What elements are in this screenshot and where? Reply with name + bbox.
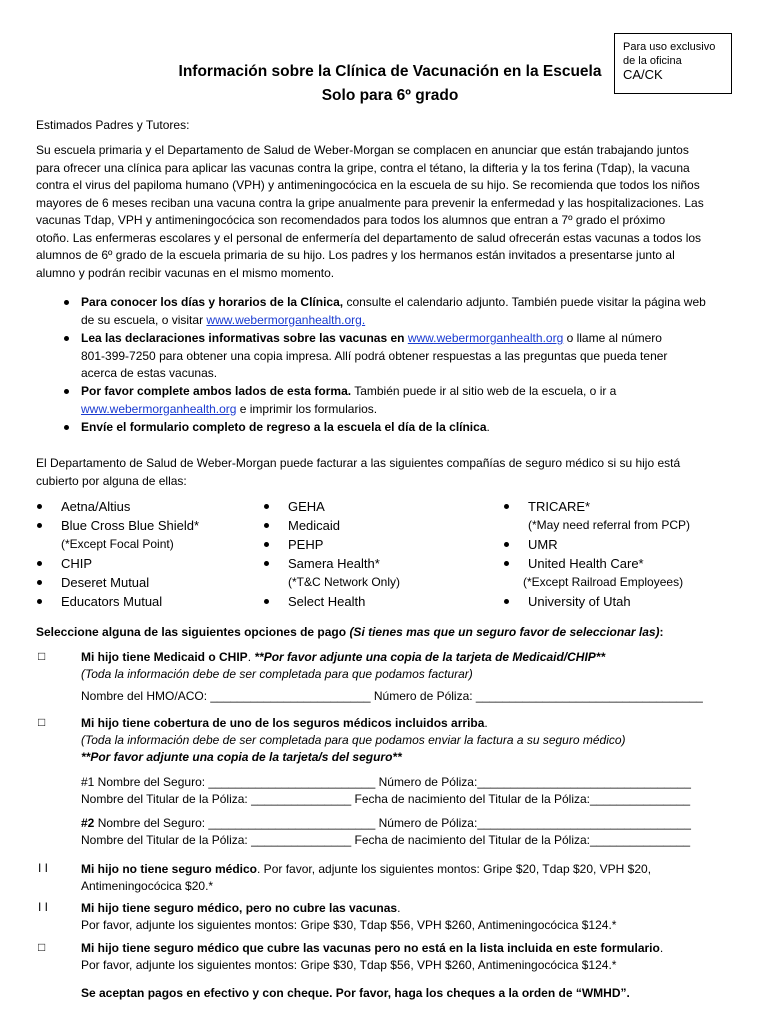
page-title: Información sobre la Clínica de Vacunación en la Escuela	[178, 63, 602, 80]
office-use-label-2: de la oficina	[623, 55, 682, 67]
insurance-intro	[36, 455, 680, 490]
option-unlisted-insurance-line2: Por favor, adjunte los siguientes montos: Gripe $30, Tdap $56, VPH $260, Antimeningocócica $124.*	[81, 958, 617, 972]
bullet-3-line2: e imprimir los formularios.	[236, 401, 378, 416]
bullet-dot	[37, 504, 42, 509]
greeting: Estimados Padres y Tutores:	[36, 118, 190, 132]
intro-line: contra el virus del papiloma humano (VPH) y antimeningocócica en la escuela de su hijo. Se recomienda que todos los niños	[36, 178, 700, 192]
insurance-2-holder-dob-field[interactable]: Fecha de nacimiento del Titular de la Póliza:_______________	[351, 833, 691, 847]
bullet-dot	[37, 523, 42, 528]
insurance-intro-line: cubierto por alguna de ellas:	[36, 473, 187, 488]
bullet-dot	[37, 599, 42, 604]
insurance-item: GEHA	[288, 499, 325, 514]
option-no-insurance	[81, 861, 741, 895]
insurance-1-holder-field[interactable]: Nombre del Titular de la Póliza: _______________	[81, 792, 352, 806]
option-no-insurance-line2: Antimeningocócica $20.*	[81, 879, 214, 893]
option-insurance-listed	[81, 715, 741, 849]
intro-line: para ofrecer una clínica para aplicar las vacunas contra la gripe, contra el tétano, la difteria y la tos ferina (Tdap), la vacuna	[36, 160, 690, 175]
option-insurance-listed-period: .	[484, 716, 488, 730]
medicaid-policy-field[interactable]: Número de Póliza: __________________________________	[370, 689, 703, 703]
bullet-dot	[37, 561, 42, 566]
insurance-2-policy-field[interactable]: Número de Póliza:________________________________	[375, 816, 691, 830]
option-medicaid-instruction: **Por favor adjunte una copia de la tarjeta de Medicaid/CHIP**	[254, 650, 606, 664]
option-medicaid-note: (Toda la información debe de ser completada para que podamos facturar)	[81, 667, 473, 681]
option-not-covered-line2: Por favor, adjunte los siguientes montos: Gripe $30, Tdap $56, VPH $260, Antimeningocócica $124.*	[81, 918, 617, 932]
insurance-2-number: #2	[81, 816, 95, 830]
bullet-1	[81, 294, 706, 329]
option-not-covered-title: Mi hijo tiene seguro médico, pero no cubre las vacunas	[81, 901, 398, 915]
bullet-dot	[64, 300, 69, 305]
insurance-item: Samera Health*	[288, 556, 380, 571]
intro-line: alumnos de 6º grado de la escuela primaria de su hijo. Los padres y los hermanos están invitados a presentarse junto al	[36, 248, 675, 262]
insurance-1-policy-field[interactable]: Número de Póliza:________________________________	[375, 775, 691, 789]
insurance-item: Aetna/Altius	[61, 499, 131, 514]
bullet-dot	[504, 504, 509, 509]
bullet-2-bold: Lea las declaraciones informativas sobre las vacunas en	[81, 331, 408, 345]
bullet-dot	[264, 542, 269, 547]
bullet-2-line2: 801-399-7250 para obtener una copia impresa. Allí podrá obtener respuestas a las preguntas que pueda tener	[81, 348, 668, 363]
option-not-covered-period: .	[397, 901, 401, 915]
option-insurance-listed-instruction: **Por favor adjunte una copia de la tarjeta/s del seguro**	[81, 750, 402, 764]
insurance-note: (*T&C Network Only)	[288, 575, 401, 589]
page-subtitle: Solo para 6º grado	[321, 87, 459, 104]
bullet-dot	[504, 561, 509, 566]
payment-heading-colon: :	[659, 625, 664, 639]
not-covered-checkbox[interactable]: I I	[38, 900, 49, 914]
bullet-3	[81, 383, 616, 418]
insurance-2-name-field[interactable]: Nombre del Seguro: _________________________	[94, 816, 376, 830]
option-no-insurance-text: . Por favor, adjunte los siguientes montos: Gripe $20, Tdap $20, VPH $20,	[257, 862, 652, 876]
insurance-listed-checkbox[interactable]: □	[38, 715, 46, 729]
payment-heading	[36, 624, 664, 641]
website-link[interactable]: www.webermorganhealth.org	[407, 331, 564, 345]
option-medicaid-period: .	[247, 650, 255, 664]
bullet-dot	[264, 504, 269, 509]
option-insurance-listed-note: (Toda la información debe de ser completada para que podamos enviar la factura a su seguro médico)	[81, 733, 626, 747]
bullet-2	[81, 330, 667, 383]
intro-line: Su escuela primaria y el Departamento de Salud de Weber-Morgan se complacen en anunciar que están trabajando juntos	[36, 143, 689, 157]
intro-paragraph	[36, 142, 704, 282]
insurance-item: UMR	[528, 537, 558, 552]
insurance-item: Select Health	[288, 594, 366, 609]
insurance-1-holder-dob-field[interactable]: Fecha de nacimiento del Titular de la Póliza:_______________	[351, 792, 691, 806]
bullet-dot	[504, 599, 509, 604]
bullet-4-text: .	[486, 420, 490, 434]
bullet-dot	[37, 580, 42, 585]
option-medicaid	[81, 649, 741, 705]
bullet-2-line3: acerca de estas vacunas.	[81, 366, 218, 380]
bullet-dot	[264, 599, 269, 604]
insurance-item: University of Utah	[528, 594, 631, 609]
bullet-3-text: También puede ir al sitio web de la escuela, o ir a	[351, 384, 617, 398]
bullet-2-text: o llame al número	[563, 331, 662, 345]
option-unlisted-insurance-period: .	[659, 941, 664, 955]
bullet-dot	[64, 425, 69, 430]
hmo-name-field[interactable]: Nombre del HMO/ACO: ________________________	[81, 689, 371, 703]
bullet-dot	[64, 336, 69, 341]
insurance-item: CHIP	[61, 556, 93, 571]
option-insurance-listed-title: Mi hijo tiene cobertura de uno de los seguros médicos incluidos arriba	[81, 716, 485, 730]
option-unlisted-insurance-title: Mi hijo tiene seguro médico que cubre las vacunas pero no está en la lista incluida en este formulario	[81, 941, 660, 955]
insurance-item: Deseret Mutual	[61, 575, 150, 590]
bullet-dot	[504, 542, 509, 547]
insurance-note: (*Except Railroad Employees)	[523, 575, 684, 589]
website-link[interactable]: www.webermorganhealth.org	[81, 401, 237, 416]
option-medicaid-title: Mi hijo tiene Medicaid o CHIP	[81, 650, 248, 664]
payment-footer	[81, 985, 630, 1002]
intro-line: mayores de 6 meses reciban una vacuna contra la gripe anualmente para prevenir la enfermedad y las hospitalizaciones. Las	[36, 195, 704, 210]
bullet-4	[81, 419, 490, 437]
insurance-note: (*Except Focal Point)	[61, 537, 174, 551]
office-code: CA/CK	[623, 67, 663, 82]
bullet-dot	[264, 561, 269, 566]
intro-line: alumno y podrán recibir vacunas en el mismo momento.	[36, 265, 335, 280]
insurance-1-name-field[interactable]: #1 Nombre del Seguro: _________________________	[81, 775, 376, 789]
option-unlisted-insurance	[81, 940, 761, 974]
insurance-item: United Health Care*	[528, 556, 644, 571]
bullet-4-bold: Envíe el formulario completo de regreso a la escuela el día de la clínica	[81, 420, 487, 434]
option-not-covered	[81, 900, 741, 934]
bullet-1-text: consulte el calendario adjunto. También puede visitar la página web	[343, 295, 706, 309]
insurance-item: Educators Mutual	[61, 594, 163, 609]
no-insurance-checkbox[interactable]: I I	[38, 861, 49, 875]
bullet-dot	[64, 389, 69, 394]
payment-heading-note: (Si tienes mas que un seguro favor de seleccionar las)	[349, 625, 660, 639]
bullet-dot	[264, 523, 269, 528]
bullet-3-bold: Por favor complete ambos lados de esta forma.	[81, 384, 352, 398]
insurance-note: (*May need referral from PCP)	[528, 518, 691, 532]
unlisted-insurance-checkbox[interactable]: □	[38, 940, 46, 954]
insurance-item: Medicaid	[288, 518, 341, 533]
website-link[interactable]: www.webermorganhealth.org.	[206, 312, 366, 327]
insurance-item: Blue Cross Blue Shield*	[61, 518, 200, 533]
insurance-item: TRICARE*	[528, 499, 591, 514]
insurance-item: PEHP	[288, 537, 324, 552]
payment-footer-text: Se aceptan pagos en efectivo y con cheque. Por favor, haga los cheques a la orden de “WMHD”.	[81, 986, 630, 1000]
intro-line: vacunas Tdap, VPH y antimeningocócica son recomendados para todos los alumnos que entran a 7º grado el próximo	[36, 213, 666, 227]
payment-heading-text: Seleccione alguna de las siguientes opciones de pago	[36, 625, 350, 639]
bullet-1-line2: de su escuela, o visitar	[81, 312, 207, 327]
bullet-1-bold: Para conocer los días y horarios de la Clínica,	[81, 295, 344, 309]
insurance-intro-line: El Departamento de Salud de Weber-Morgan puede facturar a las siguientes compañías de seguro médico si su hijo está	[36, 456, 681, 470]
insurance-2-holder-field[interactable]: Nombre del Titular de la Póliza: _______________	[81, 833, 352, 847]
option-no-insurance-title: Mi hijo no tiene seguro médico	[81, 862, 258, 876]
intro-line: otoño. Las enfermeras escolares y el personal de enfermería del departamento de salud ofrecerán estas vacunas a todos los	[36, 230, 702, 245]
office-use-label-1: Para uso exclusivo	[623, 41, 716, 53]
medicaid-checkbox[interactable]: □	[38, 649, 46, 663]
